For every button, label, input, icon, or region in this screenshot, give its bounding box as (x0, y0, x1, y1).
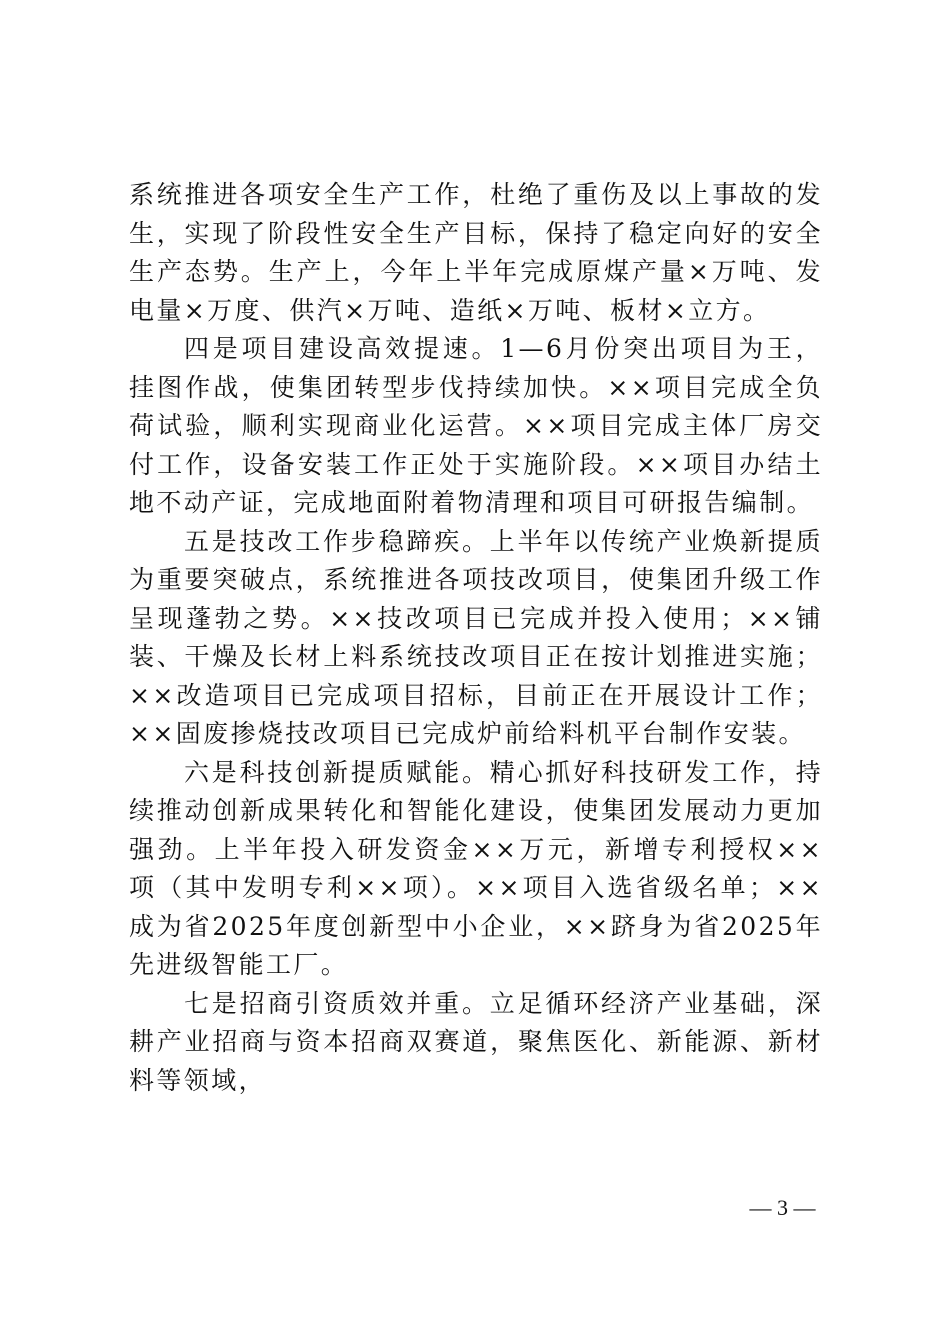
paragraph-investment-attraction: 七是招商引资质效并重。立足循环经济产业基础，深耕产业招商与资本招商双赛道，聚焦医化、新能源、新材料等领域， (129, 988, 823, 1095)
paragraph-technical-upgrade: 五是技改工作步稳蹄疾。上半年以传统产业焕新提质为重要突破点，系统推进各项技改项目，使集团升级工作呈现蓬勃之势。××技改项目已完成并投入使用；××铺装、干燥及长材上料系统技改项目正在按计划推进实施；××改造项目已完成项目招标，目前正在开展设计工作；××固废掺烧技改项目已完成炉前给料机平台制作安装。 (129, 526, 823, 748)
paragraph-project-construction: 四是项目建设高效提速。1—6月份突出项目为王，挂图作战，使集团转型步伐持续加快。××项目完成全负荷试验，顺利实现商业化运营。××项目完成主体厂房交付工作，设备安装工作正处于实施阶段。××项目办结土地不动产证，完成地面附着物清理和项目可研报告编制。 (129, 334, 823, 517)
paragraph-continuation: 系统推进各项安全生产工作，杜绝了重伤及以上事故的发生，实现了阶段性安全生产目标，保持了稳定向好的安全生产态势。生产上，今年上半年完成原煤产量×万吨、发电量×万度、供汽×万吨、造纸×万吨、板材×立方。 (129, 180, 823, 325)
document-body (129, 176, 823, 1100)
paragraph-tech-innovation: 六是科技创新提质赋能。精心抓好科技研发工作，持续推动创新成果转化和智能化建设，使集团发展动力更加强劲。上半年投入研发资金××万元，新增专利授权××项（其中发明专利××项）。××项目入选省级名单；××成为省2025年度创新型中小企业，××跻身为省2025年先进级智能工厂。 (129, 757, 823, 979)
page-number: — 3 — (749, 1195, 816, 1220)
